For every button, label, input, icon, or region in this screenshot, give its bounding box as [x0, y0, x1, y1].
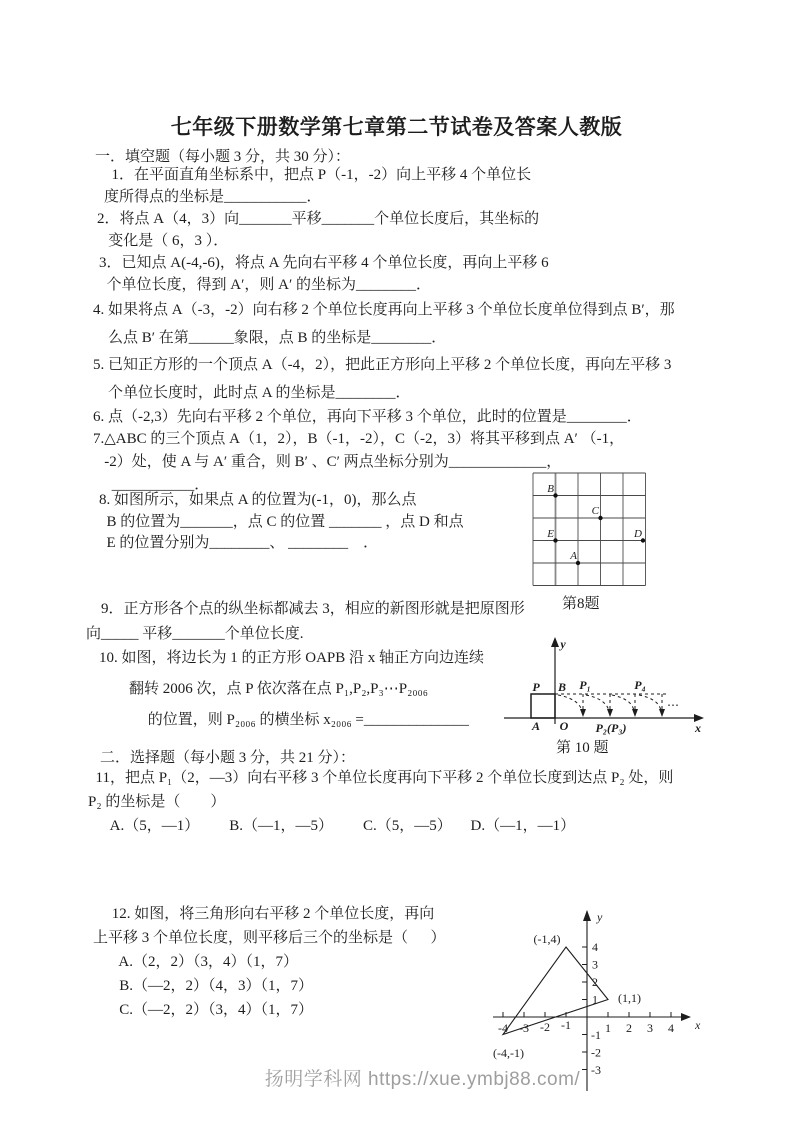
- page-title: 七年级下册数学第七章第二节试卷及答案人教版: [170, 115, 623, 140]
- question-10: 10. 如图，将边长为 1 的正方形 OAPB 沿 x 轴正方向边连续 翻转 2006 次，点 P 依次落在点 P₁,P₂,P₃⋯P₂₀₀₆ 的位置，则 P₂₀₀₆ 的横坐标 x₂₀₀₆ =______________: [99, 650, 485, 728]
- vertex-label-1: (-1,4): [533, 932, 561, 946]
- vertex-label-2: (1,1): [618, 991, 641, 1005]
- y-tick-labels: [591, 940, 601, 1077]
- square-OAPB: [531, 694, 555, 718]
- y-axis-label: y: [597, 910, 603, 924]
- point-E-label: E: [547, 528, 554, 540]
- x-tick: 3: [647, 1021, 653, 1035]
- x-axis-arrow-icon: [681, 1013, 691, 1021]
- label-B: B: [557, 680, 567, 694]
- fig10-caption: 第 10 题: [556, 740, 609, 756]
- roll-arc-4: [639, 695, 661, 711]
- question-9: 9．正方形各个点的纵坐标都减去 3，相应的新图形就是把原图形 向_____ 平移_______个单位长度.: [86, 601, 525, 642]
- point-D-label: D: [634, 528, 642, 540]
- roll-arc-3: [612, 695, 634, 711]
- x-tick: -1: [561, 1018, 571, 1032]
- fig10-labels: [531, 637, 701, 735]
- fig8-grid-figure: [531, 471, 656, 596]
- label-P: P: [532, 680, 540, 694]
- question-5: 5. 已知正方形的一个顶点 A（-4，2），把此正方形向上平移 2 个单位长度，再向左平移 3 个单位长度时，此时点 A 的坐标是________．: [93, 357, 672, 401]
- roll-arrows: [580, 709, 665, 717]
- point-B-label: B: [547, 483, 554, 495]
- fig10-figure: [498, 633, 713, 741]
- label-P4: P₄: [634, 678, 646, 692]
- y-tick: 1: [592, 992, 598, 1007]
- roll-arc-1: [558, 695, 582, 711]
- y-tick: -3: [591, 1063, 601, 1077]
- axis-letter-labels: [596, 910, 701, 1032]
- question-12: 12. 如图，将三角形向右平移 2 个单位长度，再向 上平移 3 个单位长度，则平移后三个的坐标是（ ） A.（2，2）（3，4）（1，7） B.（—2，2）（4，3）（1，7） C.（—2，2）（3，4）（1，7）: [93, 906, 446, 1018]
- down-arrow-icon: [632, 709, 638, 717]
- label-O: O: [559, 719, 569, 733]
- fig12-figure: [485, 903, 710, 1108]
- y-tick: -2: [591, 1045, 601, 1060]
- grid-points: [553, 493, 645, 565]
- x-tick: -3: [519, 1021, 529, 1035]
- y-tick: 3: [592, 957, 598, 972]
- x-tick: -2: [540, 1020, 550, 1034]
- watermark: 扬明学科网 https://xue.ymbj88.com/: [264, 1069, 581, 1090]
- x-axis-label: x: [695, 1018, 701, 1032]
- question-1: 1．在平面直角坐标系中，把点 P（-1，-2）向上平移 4 个单位长 度所得点的坐标是___________．: [104, 167, 532, 205]
- down-arrow-icon: [607, 709, 613, 717]
- section1-heading: 一．填空题（每小题 3 分，共 30 分）：: [95, 149, 351, 165]
- section2-heading: 二．选择题（每小题 3 分，共 21 分）：: [100, 750, 356, 766]
- y-axis-arrow-icon: [583, 910, 591, 921]
- question-6: 6. 点（-2,3）先向右平移 2 个单位，再向下平移 3 个单位，此时的位置是________．: [93, 409, 642, 425]
- point-A-label: A: [570, 550, 577, 562]
- x-tick: 1: [605, 1021, 611, 1035]
- question-3: 3．已知点 A(-4,-6)，将点 A 先向右平移 4 个单位长度，再向上平移 6 个单位长度，得到 A′，则 A′ 的坐标为________．: [99, 255, 549, 293]
- question-8: 8. 如图所示，如果点 A 的位置为(-1，0)，那么点 B 的位置为_______，点 C 的位置 _______ ，点 D 和点 E 的位置分别为________、 ________ ．: [99, 492, 464, 551]
- roll-construction: [555, 694, 666, 711]
- x-axis-label: x: [695, 721, 701, 735]
- question-4: 4. 如果将点 A（-3，-2）向右移 2 个单位长度再向上平移 3 个单位长度单位得到点 B′，那 么点 B′ 在第______象限，点 B 的坐标是________．: [93, 302, 675, 346]
- roll-arc-2: [586, 695, 609, 711]
- label-P1: P₁: [579, 678, 591, 692]
- y-tick: 4: [592, 940, 598, 954]
- y-axis-label: y: [560, 637, 566, 651]
- point-C-label: C: [591, 505, 599, 517]
- question-7: 7.△ABC 的三个顶点 A（1，2），B（-1，-2），C（-2，3）将其平移到点 A′ （-1， -2）处，使 A 与 A′ 重合，则 B′ 、C′ 两点坐标分别为_____________， ___________．: [93, 431, 625, 493]
- x-tick: 4: [668, 1021, 674, 1035]
- x-tick-labels: [498, 1018, 674, 1035]
- x-tick: -4: [498, 1021, 508, 1035]
- down-arrow-icon: [580, 709, 586, 717]
- ellipsis-dots: ⋯: [667, 698, 679, 712]
- label-A: A: [531, 719, 541, 733]
- vertex-labels: [493, 932, 641, 1060]
- fig8-caption: 第8题: [562, 596, 600, 612]
- y-tick: 2: [592, 975, 598, 989]
- question-2: 2．将点 A（4，3）向_______平移_______个单位长度后，其坐标的 变化是（ 6，3 ）．: [97, 211, 540, 249]
- down-arrow-icon: [659, 709, 665, 717]
- question-11: 11，把点 P₁（2，—3）向右平移 3 个单位长度再向下平移 2 个单位长度到达点 P₂ 处，则 P₂ 的坐标是（ ） A.（5，—1） B.（—1，—5） C.（5，—5） D.（—1，—1）: [88, 770, 674, 834]
- y-axis-arrow-icon: [551, 637, 559, 647]
- x-tick: 2: [626, 1021, 632, 1035]
- y-tick: -1: [591, 1028, 601, 1042]
- vertex-label-3: (-4,-1): [493, 1046, 524, 1060]
- label-P2P3: P₂(P₃): [595, 721, 627, 735]
- grid-point-labels: [546, 483, 642, 562]
